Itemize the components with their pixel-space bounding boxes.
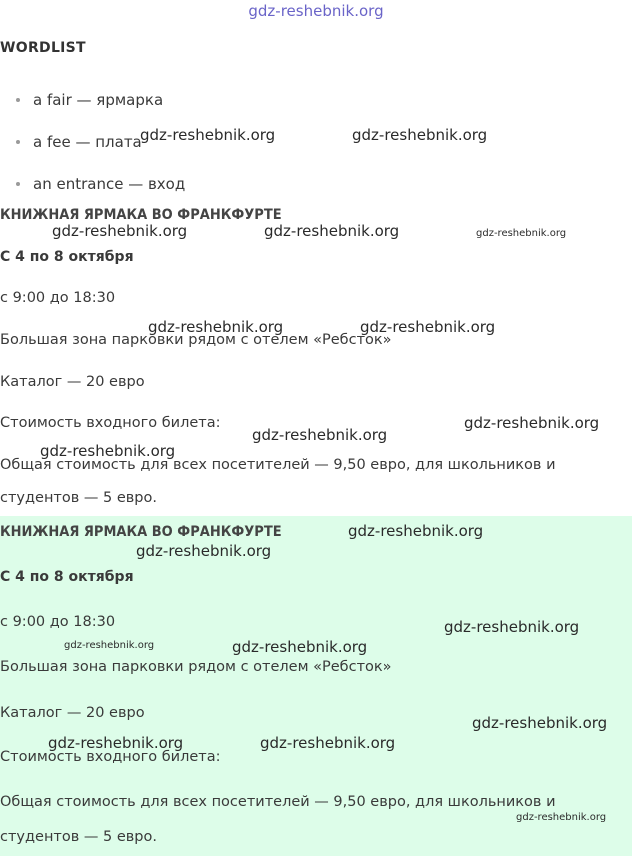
watermark: gdz-reshebnik.org — [472, 714, 608, 732]
watermark: gdz-reshebnik.org — [136, 542, 272, 560]
word-entry: a fee — плата — [33, 133, 142, 151]
price-line: Общая стоимость для всех посетителей — 9,50 евро, для школьников и — [0, 457, 556, 473]
bullet-icon — [16, 182, 20, 186]
watermark: gdz-reshebnik.org — [360, 318, 496, 336]
ticket-label: Стоимость входного билета: — [0, 415, 221, 431]
price-line: студентов — 5 евро. — [0, 829, 157, 845]
watermark: gdz-reshebnik.org — [348, 522, 484, 540]
wordlist — [0, 86, 185, 212]
watermark: gdz-reshebnik.org — [140, 126, 276, 144]
watermark: gdz-reshebnik.org — [444, 618, 580, 636]
watermark: gdz-reshebnik.org — [264, 222, 400, 240]
price-line: студентов — 5 евро. — [0, 490, 157, 506]
price-line: Общая стоимость для всех посетителей — 9,50 евро, для школьников и — [0, 794, 556, 810]
word-entry: a fair — ярмарка — [33, 91, 164, 109]
watermark: gdz-reshebnik.org — [260, 734, 396, 752]
catalog-price: Каталог — 20 евро — [0, 705, 145, 721]
event-dates: С 4 по 8 октября — [0, 569, 134, 585]
opening-hours: с 9:00 до 18:30 — [0, 290, 116, 306]
fair-info-block — [0, 200, 632, 516]
block-title: КНИЖНАЯ ЯРМАКА ВО ФРАНКФУРТЕ — [0, 524, 282, 540]
watermark: gdz-reshebnik.org — [64, 640, 155, 651]
watermark: gdz-reshebnik.org — [148, 318, 284, 336]
opening-hours: с 9:00 до 18:30 — [0, 614, 116, 630]
block-title: КНИЖНАЯ ЯРМАКА ВО ФРАНКФУРТЕ — [0, 207, 282, 223]
watermark: gdz-reshebnik.org — [48, 734, 184, 752]
watermark: gdz-reshebnik.org — [464, 414, 600, 432]
watermark: gdz-reshebnik.org — [476, 228, 567, 239]
watermark: gdz-reshebnik.org — [516, 812, 607, 823]
word-entry: an entrance — вход — [33, 175, 186, 193]
wordlist-heading: WORDLIST — [0, 40, 86, 56]
parking-info: Большая зона парковки рядом с отелем «Ребсток» — [0, 659, 392, 675]
watermark: gdz-reshebnik.org — [232, 638, 368, 656]
list-item — [0, 86, 185, 128]
watermark: gdz-reshebnik.org — [40, 442, 176, 460]
top-watermark: gdz-reshebnik.org — [248, 2, 384, 20]
bullet-icon — [16, 98, 20, 102]
watermark: gdz-reshebnik.org — [252, 426, 388, 444]
bullet-icon — [16, 140, 20, 144]
event-dates: С 4 по 8 октября — [0, 249, 134, 265]
watermark: gdz-reshebnik.org — [352, 126, 488, 144]
fair-info-block-highlighted — [0, 516, 632, 856]
watermark: gdz-reshebnik.org — [52, 222, 188, 240]
catalog-price: Каталог — 20 евро — [0, 374, 145, 390]
ticket-label: Стоимость входного билета: — [0, 749, 221, 765]
parking-info: Большая зона парковки рядом с отелем «Ребсток» — [0, 332, 392, 348]
